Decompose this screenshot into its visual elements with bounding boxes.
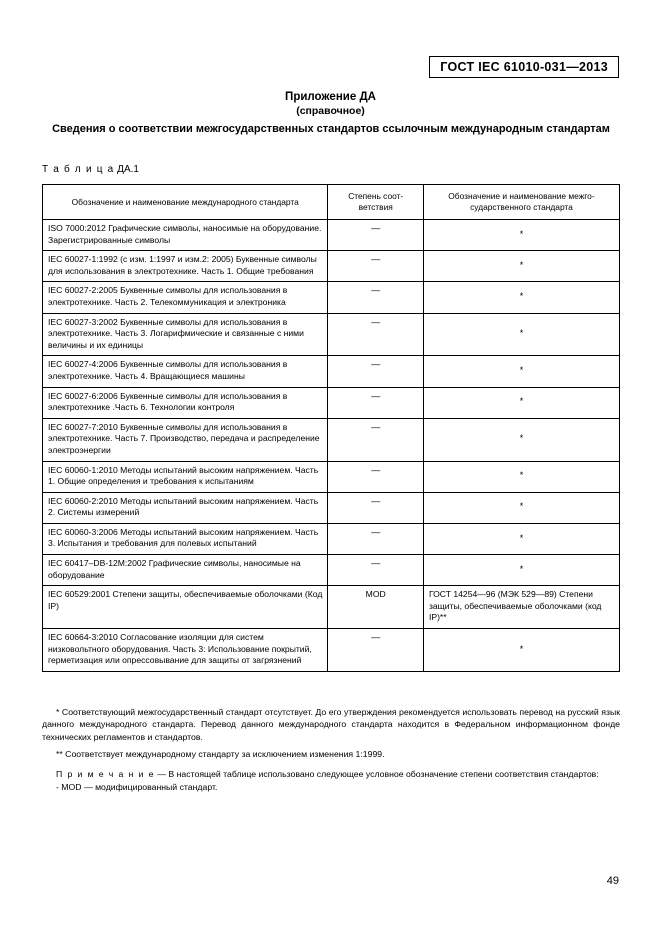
cell-international-standard: IEC 60027-2:2005 Буквенные символы для использования в электротехнике. Часть 2. Телекоммуникация и электроника (43, 282, 328, 313)
table-row (43, 586, 620, 629)
cell-international-standard: ISO 7000:2012 Графические символы, наносимые на оборудование. Зарегистрированные символы (43, 220, 328, 251)
cell-degree: — (328, 387, 423, 418)
cell-degree: — (328, 313, 423, 356)
cell-international-standard: IEC 60664-3:2010 Согласование изоляции для систем низковольтного оборудования. Часть 3: Использование покрытий, герметизация или опрессовывание для защиты от загрязнений (43, 629, 328, 672)
note-item-mod: - MOD — модифицированный стандарт. (56, 782, 218, 793)
cell-degree: — (328, 523, 423, 554)
cell-degree: MOD (328, 586, 423, 629)
page-number: 49 (606, 875, 619, 887)
cell-international-standard: IEC 60027-3:2002 Буквенные символы для использования в электротехнике. Часть 3. Логарифмические и связанные с ними величины и их единицы (43, 313, 328, 356)
annex-description: Сведения о соответствии межгосударственных стандартов ссылочным международным стандартам (52, 123, 610, 135)
cell-national-standard: * (423, 282, 619, 313)
table-row (43, 461, 620, 492)
footnote-double-asterisk: ** Соответствует международному стандарту за исключением изменения 1:1999. (56, 749, 385, 760)
cell-international-standard: IEC 60027-4:2006 Буквенные символы для использования в электротехнике. Часть 4. Вращающиеся машины (43, 356, 328, 387)
cell-international-standard: IEC 60027-1:1992 (с изм. 1:1997 и изм.2: 2005) Буквенные символы для использования в электротехнике. Часть 1. Общие требования (43, 251, 328, 282)
table-caption-label: Т а б л и ц а (42, 164, 115, 175)
cell-international-standard: IEC 60027-7:2010 Буквенные символы для использования в электротехнике. Часть 7. Производство, передача и распределение электроэнергии (43, 418, 328, 461)
note-block (42, 768, 620, 780)
table-header-degree-line2: ветствия (358, 202, 393, 212)
cell-national-standard: * (423, 492, 619, 523)
table-row (43, 418, 620, 461)
note-text: — В настоящей таблице использовано следующее условное обозначение степени соответствия стандартов: (157, 768, 599, 779)
cell-national-standard: * (423, 313, 619, 356)
table-header-international-standard: Обозначение и наименование международного стандарта (43, 185, 328, 220)
cell-degree: — (328, 356, 423, 387)
cell-international-standard: IEC 60060-3:2006 Методы испытаний высоким напряжением. Часть 3. Испытания и требования для полевых испытаний (43, 523, 328, 554)
note-label: П р и м е ч а н и е (56, 768, 155, 779)
table-row (43, 555, 620, 586)
table-header-national-line2: сударственного стандарта (470, 202, 573, 212)
cell-national-standard: * (423, 629, 619, 672)
cell-degree: — (328, 251, 423, 282)
footnote-asterisk: * Соответствующий межгосударственный стандарт отсутствует. До его утверждения рекомендуется использовать перевод на русский язык данного международного стандарта. Перевод данного международного стандарта находится в Федеральном информационном фонде технических регламентов и стандартов. (42, 707, 620, 742)
table-caption-number: ДА.1 (117, 164, 139, 175)
cell-international-standard: IEC 60060-2:2010 Методы испытаний высоким напряжением. Часть 2. Системы измерений (43, 492, 328, 523)
cell-international-standard: IEC 60529:2001 Степени защиты, обеспечиваемые оболочками (Код IP) (43, 586, 328, 629)
table-row (43, 492, 620, 523)
table-header-national-standard (423, 185, 619, 220)
cell-national-standard: * (423, 523, 619, 554)
cell-national-standard: * (423, 220, 619, 251)
table-header-national-line1: Обозначение и наименование межго- (448, 191, 595, 201)
table-header-row (43, 185, 620, 220)
cell-national-standard: * (423, 418, 619, 461)
table-row (43, 313, 620, 356)
table-row (43, 356, 620, 387)
cell-international-standard: IEC 60027-6:2006 Буквенные символы для использования в электротехнике .Часть 6. Технологии контроля (43, 387, 328, 418)
annex-title-block (0, 90, 661, 118)
table-row (43, 251, 620, 282)
cell-degree: — (328, 282, 423, 313)
cell-degree: — (328, 629, 423, 672)
cell-national-standard: ГОСТ 14254—96 (МЭК 529—89) Степени защиты, обеспечиваемые оболочками (код IP)** (423, 586, 619, 629)
standard-id-header: ГОСТ IEC 61010-031—2013 (429, 56, 619, 78)
table-header-degree-line1: Степень соот- (348, 191, 404, 201)
cell-degree: — (328, 461, 423, 492)
cell-degree: — (328, 492, 423, 523)
conformity-table (42, 184, 620, 672)
table-notes (42, 706, 620, 793)
table-header-degree (328, 185, 423, 220)
cell-national-standard: * (423, 251, 619, 282)
cell-national-standard: * (423, 461, 619, 492)
table-row (43, 282, 620, 313)
table-row (43, 220, 620, 251)
table-caption (42, 164, 139, 175)
cell-international-standard: IEC 60417–DB-12M:2002 Графические символы, наносимые на оборудование (43, 555, 328, 586)
cell-degree: — (328, 418, 423, 461)
table-row (43, 523, 620, 554)
cell-international-standard: IEC 60060-1:2010 Методы испытаний высоким напряжением. Часть 1. Общие определения и требования к испытаниям (43, 461, 328, 492)
cell-national-standard: * (423, 387, 619, 418)
cell-national-standard: * (423, 356, 619, 387)
cell-degree: — (328, 220, 423, 251)
table-row (43, 629, 620, 672)
annex-title: Приложение ДА (285, 91, 376, 103)
cell-national-standard: * (423, 555, 619, 586)
cell-degree: — (328, 555, 423, 586)
annex-subtitle: (справочное) (296, 105, 365, 117)
table-row (43, 387, 620, 418)
